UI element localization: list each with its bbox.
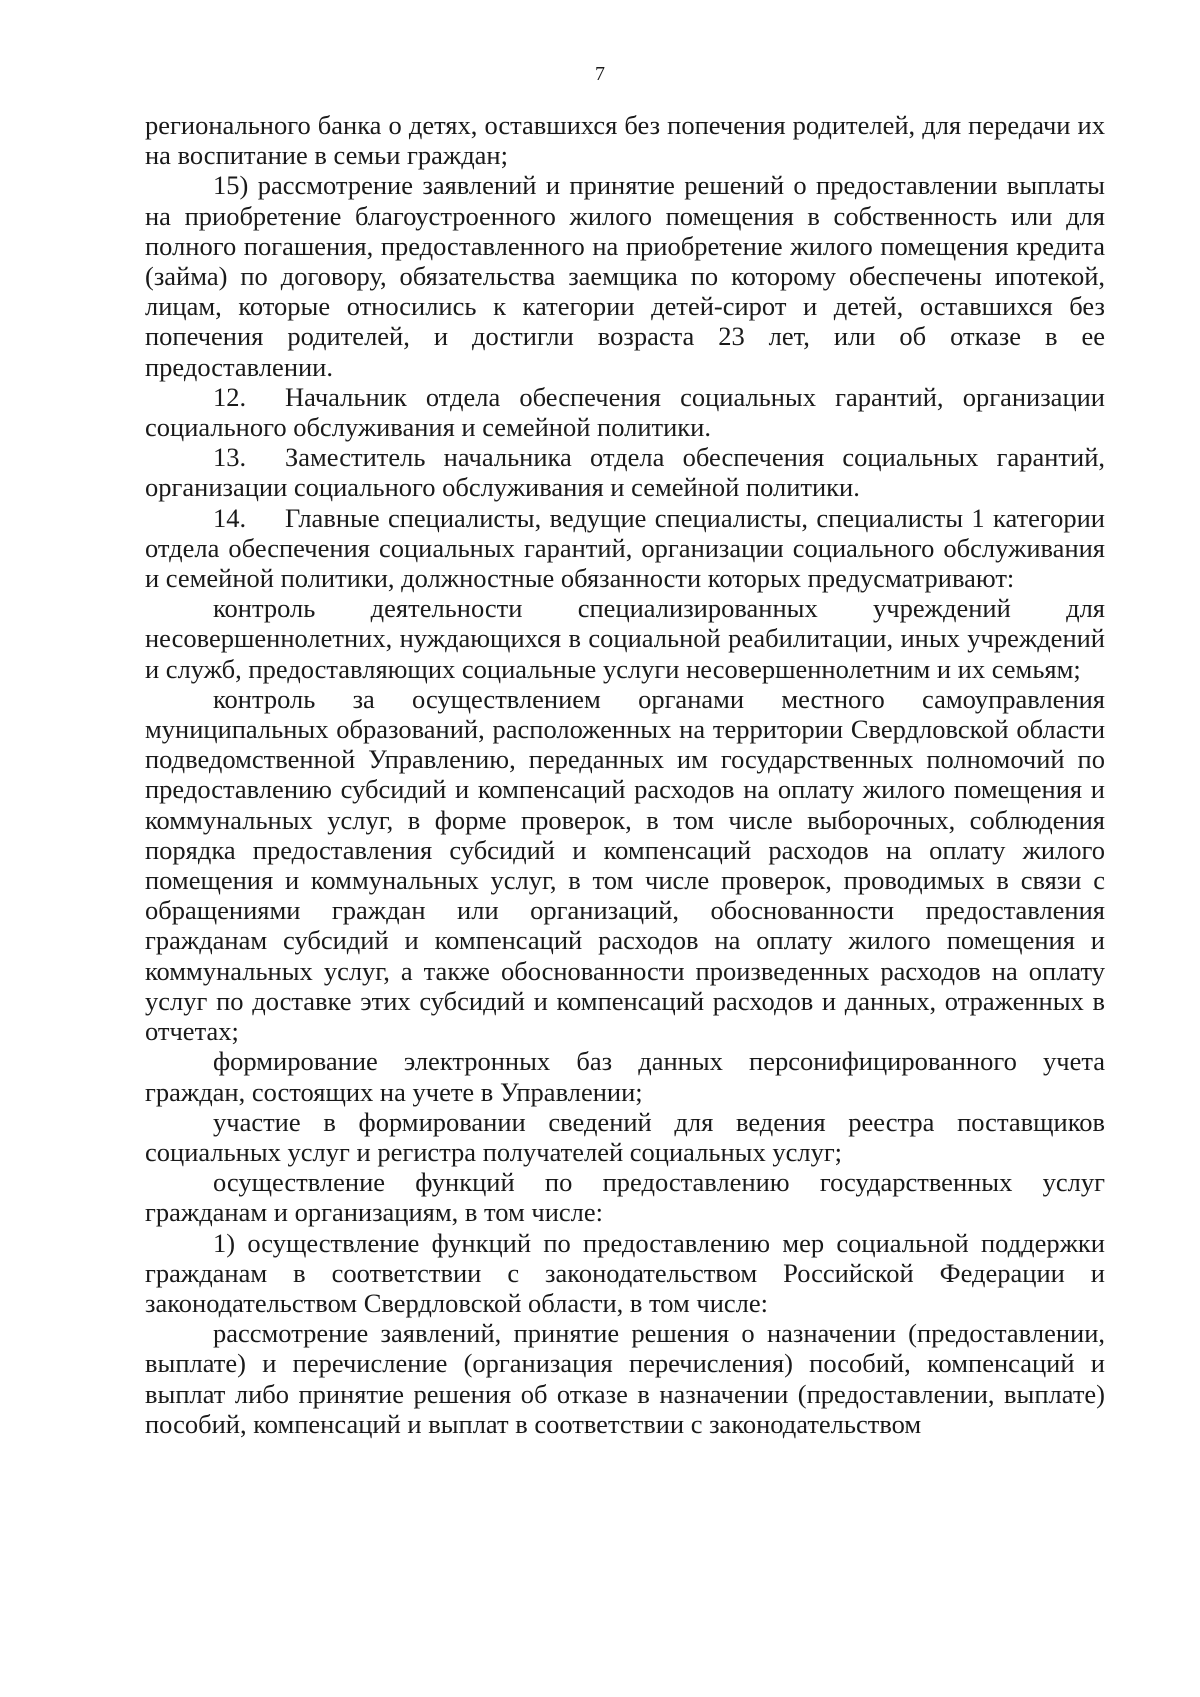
- item-text: Заместитель начальника отдела обеспечения социальных гарантий, организации социального обслуживания и семейной политики.: [145, 442, 1105, 503]
- item-number: 14.: [213, 502, 247, 533]
- document-body: [145, 110, 1105, 1439]
- page-number: 7: [595, 63, 605, 85]
- item-number: 13.: [213, 442, 247, 473]
- paragraph-social-support: 1) осуществление функций по предоставлению мер социальной поддержки гражданам в соответствии с законодательством Российской Федерации и законодательством Свердловской области, в том числе:: [145, 1227, 1105, 1318]
- paragraph-control-institutions: контроль деятельности специализированных учреждений для несовершеннолетних, нуждающихся в социальной реабилитации, иных учреждений и служб, предоставляющих социальные услуги несовершеннолетним и их семьям;: [145, 593, 1105, 684]
- paragraph-electronic-databases: формирование электронных баз данных персонифицированного учета граждан, состоящих на учете в Управлении;: [145, 1046, 1105, 1107]
- item-number: 12.: [213, 381, 247, 412]
- paragraph-control-self-government: контроль за осуществлением органами местного самоуправления муниципальных образований, расположенных на территории Свердловской области подведомственной Управлению, переданных им государственных полномочий по предоставлению субсидий и компенсаций расходов на оплату жилого помещения и коммунальных услуг, в форме проверок, в том числе выборочных, соблюдения порядка предоставления субсидий и компенсаций расходов на оплату жилого помещения и коммунальных услуг, в том числе проверок, проводимых в связи с обращениями граждан или организаций, обоснованности предоставления гражданам субсидий и компенсаций расходов на оплату жилого помещения и коммунальных услуг, а также обоснованности произведенных расходов на оплату услуг по доставке этих субсидий и компенсаций расходов и данных, отраженных в отчетах;: [145, 683, 1105, 1047]
- paragraph-continuation: регионального банка о детях, оставшихся без попечения родителей, для передачи их на воспитание в семьи граждан;: [145, 110, 1105, 171]
- item-text: Главные специалисты, ведущие специалисты, специалисты 1 категории отдела обеспечения социальных гарантий, организации социального обслуживания и семейной политики, должностные обязанности которых предусматривают:: [145, 502, 1105, 594]
- paragraph-state-services: осуществление функций по предоставлению государственных услуг гражданам и организациям, в том числе:: [145, 1167, 1105, 1228]
- paragraph-applications-review: рассмотрение заявлений, принятие решения о назначении (предоставлении, выплате) и перечисление (организация перечисления) пособий, компенсаций и выплат либо принятие решения об отказе в назначении (предоставлении, выплате) пособий, компенсаций и выплат в соответствии с законодательством: [145, 1318, 1105, 1439]
- numbered-item-13: [145, 442, 1105, 502]
- paragraph-registry-participation: участие в формировании сведений для ведения реестра поставщиков социальных услуг и регистра получателей социальных услуг;: [145, 1106, 1105, 1167]
- paragraph-item-15: 15) рассмотрение заявлений и принятие решений о предоставлении выплаты на приобретение благоустроенного жилого помещения в собственность или для полного погашения, предоставленного на приобретение жилого помещения кредита (займа) по договору, обязательства заемщика по которому обеспечены ипотекой, лицам, которые относились к категории детей-сирот и детей, оставшихся без попечения родителей, и достигли возраста 23 лет, или об отказе в ее предоставлении.: [145, 170, 1105, 382]
- item-text: Начальник отдела обеспечения социальных гарантий, организации социального обслуживания и семейной политики.: [145, 381, 1105, 443]
- numbered-item-14: [145, 503, 1105, 594]
- numbered-item-12: [145, 382, 1105, 442]
